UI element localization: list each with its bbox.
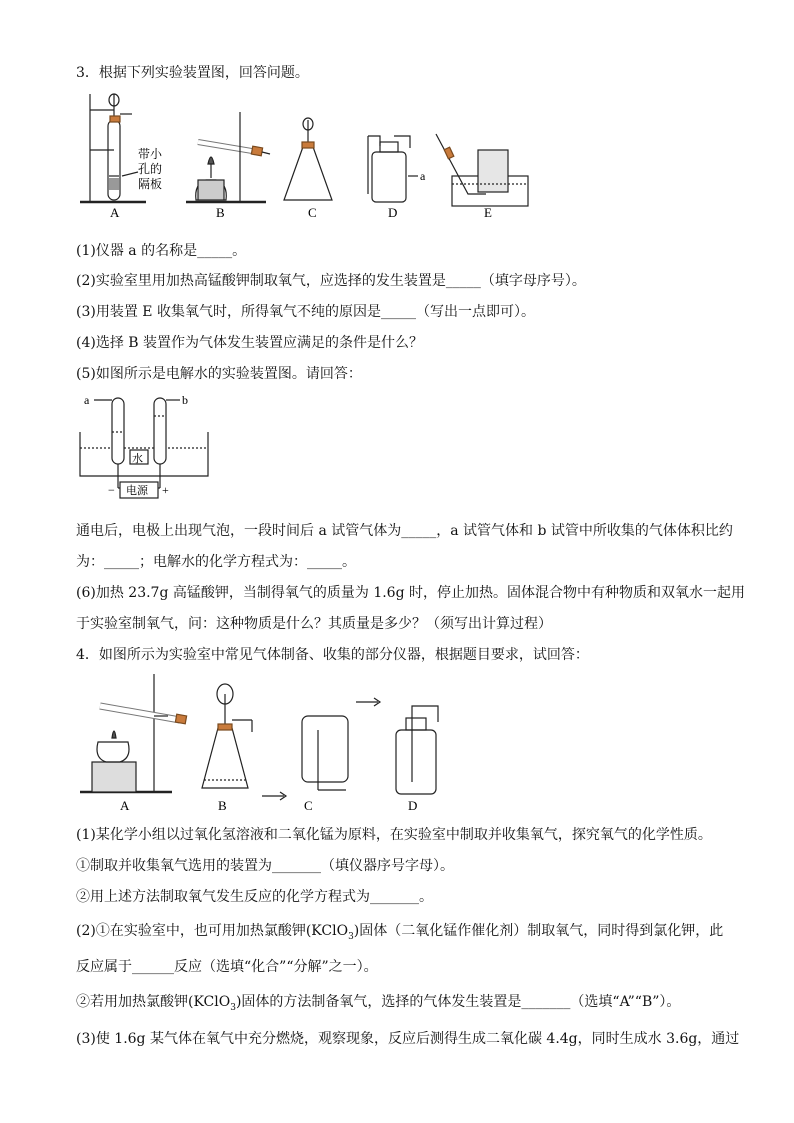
plate-label-1: 带小 bbox=[138, 147, 163, 161]
label-E: E bbox=[484, 205, 492, 220]
q4-part-1-b: ②用上述方法制取氧气发生反应的化学方程式为_______。 bbox=[76, 889, 433, 905]
q4-part-3: (3)使 1.6g 某气体在氧气中充分燃烧，观察现象，反应后测得生成二氧化碳 4.4g，同时生成水 3.6g，通过 bbox=[76, 1031, 740, 1047]
q4-part-1: (1)某化学小组以过氧化氢溶液和二氧化锰为原料，在实验室中制取并收集氧气，探究氧气的化学性质。 bbox=[76, 827, 712, 843]
q3-part-1: (1)仪器 a 的名称是_____。 bbox=[76, 243, 247, 259]
q4-part-2-c: ②若用加热氯酸钾(KClO$_3$)固体的方法制备氧气，选择的气体发生装置是_______（选填“A”“B”）。 bbox=[76, 994, 681, 1013]
q3-electrolysis-line-1: 通电后，电极上出现气泡，一段时间后 a 试管气体为_____，a 试管气体和 b 试管中所收集的气体体积比约 bbox=[76, 523, 733, 539]
minus-sign: − bbox=[108, 483, 115, 497]
q4-part-1-a: ①制取并收集氧气选用的装置为_______（填仪器序号字母）。 bbox=[76, 858, 454, 874]
q4-part-2-b: 反应属于______反应（选填“化合”“分解”之一）。 bbox=[76, 959, 378, 975]
label-C: C bbox=[308, 205, 317, 220]
power-label: 电源 bbox=[126, 485, 148, 497]
label-D: D bbox=[388, 205, 398, 220]
label-B: B bbox=[218, 798, 227, 813]
apparatus-figure-q4 bbox=[76, 672, 456, 816]
q3-part-4: (4)选择 B 装置作为气体发生装置应满足的条件是什么？ bbox=[76, 335, 424, 351]
kclo3-formula: (KClO$_3$) bbox=[305, 923, 360, 942]
q3-part-6-line-2: 于实验室制氧气，问：这种物质是什么？其质量是多少？（须写出计算过程） bbox=[76, 616, 552, 632]
plate-label-2: 孔的 bbox=[138, 162, 163, 176]
electrolysis-figure bbox=[76, 392, 216, 510]
label-a: a bbox=[84, 393, 90, 407]
label-A: A bbox=[110, 205, 120, 220]
label-D: D bbox=[408, 798, 418, 813]
label-a: a bbox=[420, 169, 426, 183]
water-label: 水 bbox=[132, 453, 143, 465]
q3-part-3: (3)用装置 E 收集氧气时，所得氧气不纯的原因是_____（写出一点即可）。 bbox=[76, 304, 535, 320]
question-4-title: 4．如图所示为实验室中常见气体制备、收集的部分仪器，根据题目要求，试回答： bbox=[76, 647, 589, 663]
q3-part-5: (5)如图所示是电解水的实验装置图。请回答： bbox=[76, 366, 362, 382]
q3-electrolysis-line-2: 为：_____；电解水的化学方程式为：_____。 bbox=[76, 554, 356, 570]
q3-part-2: (2)实验室里用加热高锰酸钾制取氧气，应选择的发生装置是_____（填字母序号）。 bbox=[76, 273, 586, 289]
label-A: A bbox=[120, 798, 130, 813]
q3-part-6-line-1: (6)加热 23.7g 高锰酸钾，当制得氧气的质量为 1.6g 时，停止加热。固体混合物中有种物质和双氧水一起用 bbox=[76, 585, 745, 601]
plate-label-3: 隔板 bbox=[138, 177, 163, 191]
label-B: B bbox=[216, 205, 225, 220]
question-3-title: 3．根据下列实验装置图，回答问题。 bbox=[76, 65, 309, 81]
kclo3-formula: (KClO$_3$) bbox=[188, 994, 242, 1013]
label-b: b bbox=[182, 393, 188, 407]
label-C: C bbox=[304, 798, 313, 813]
apparatus-figure-q3 bbox=[76, 92, 536, 232]
plus-sign: + bbox=[162, 483, 169, 497]
q4-part-2-a: (2)①在实验室中，也可用加热氯酸钾(KClO$_3$)固体（二氧化锰作催化剂）制取氧气，同时得到氯化钾，此 bbox=[76, 923, 724, 942]
